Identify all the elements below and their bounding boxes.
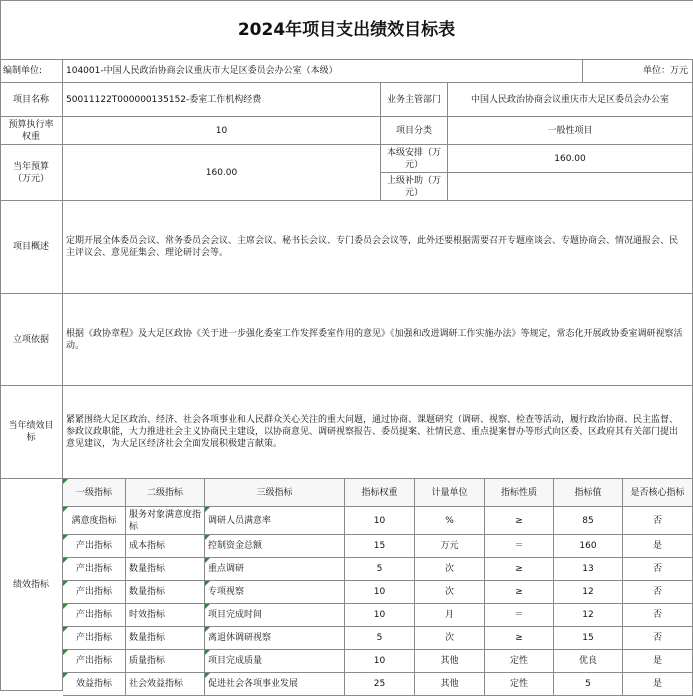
core-cell: 否 bbox=[623, 558, 693, 581]
upper-subsidy-value bbox=[448, 173, 693, 201]
core-cell: 否 bbox=[623, 604, 693, 627]
unit-cell: 月 bbox=[415, 604, 485, 627]
level3-cell: 调研人员满意率 bbox=[205, 507, 345, 535]
level2-cell: 数量指标 bbox=[126, 627, 205, 650]
col-header-level2: 二级指标 bbox=[126, 479, 205, 507]
cell-marker-icon bbox=[63, 507, 68, 512]
value-cell: 15 bbox=[554, 627, 623, 650]
cell-marker-icon bbox=[63, 604, 68, 609]
level1-cell: 产出指标 bbox=[63, 535, 126, 558]
value-cell: 85 bbox=[554, 507, 623, 535]
col-header-core: 是否核心指标 bbox=[623, 479, 693, 507]
nature-cell: 定性 bbox=[485, 673, 554, 696]
level2-cell: 社会效益指标 bbox=[126, 673, 205, 696]
upper-subsidy-label: 上级补助（万元） bbox=[381, 173, 448, 201]
col-header-level3: 三级指标 bbox=[205, 479, 345, 507]
core-cell: 否 bbox=[623, 507, 693, 535]
level2-cell: 数量指标 bbox=[126, 581, 205, 604]
cell-marker-icon bbox=[63, 581, 68, 586]
nature-cell: ＝ bbox=[485, 535, 554, 558]
currency-label: 单位：万元 bbox=[583, 60, 693, 83]
basis-label: 立项依据 bbox=[0, 294, 63, 386]
level2-cell: 质量指标 bbox=[126, 650, 205, 673]
unit-cell: 其他 bbox=[415, 673, 485, 696]
level2-cell: 成本指标 bbox=[126, 535, 205, 558]
core-cell: 是 bbox=[623, 673, 693, 696]
col-header-weight: 指标权重 bbox=[345, 479, 415, 507]
col-header-unit: 计量单位 bbox=[415, 479, 485, 507]
weight-cell: 10 bbox=[345, 650, 415, 673]
value-cell: 12 bbox=[554, 581, 623, 604]
unit-cell: % bbox=[415, 507, 485, 535]
annual-budget-label: 当年预算（万元） bbox=[0, 145, 63, 201]
unit-cell: 次 bbox=[415, 581, 485, 604]
core-cell: 是 bbox=[623, 650, 693, 673]
weight-cell: 5 bbox=[345, 627, 415, 650]
level1-cell: 产出指标 bbox=[63, 627, 126, 650]
project-name-value: 50011122T000000135152-委室工作机构经费 bbox=[63, 83, 381, 117]
weight-cell: 10 bbox=[345, 581, 415, 604]
value-cell: 优良 bbox=[554, 650, 623, 673]
cell-marker-icon bbox=[205, 535, 210, 540]
level3-cell: 促进社会各项事业发展 bbox=[205, 673, 345, 696]
col-header-level1: 一级指标 bbox=[63, 479, 126, 507]
level2-cell: 服务对象满意度指标 bbox=[126, 507, 205, 535]
dept-value: 中国人民政治协商会议重庆市大足区委员会办公室 bbox=[448, 83, 693, 117]
unit-cell: 万元 bbox=[415, 535, 485, 558]
category-value: 一般性项目 bbox=[448, 117, 693, 145]
cell-marker-icon bbox=[63, 535, 68, 540]
cell-marker-icon bbox=[205, 558, 210, 563]
cell-marker-icon bbox=[205, 627, 210, 632]
cell-marker-icon bbox=[63, 673, 68, 678]
level1-cell: 产出指标 bbox=[63, 558, 126, 581]
cell-marker-icon bbox=[205, 507, 210, 512]
cell-marker-icon bbox=[205, 581, 210, 586]
level1-cell: 产出指标 bbox=[63, 581, 126, 604]
level3-cell: 专项视察 bbox=[205, 581, 345, 604]
level3-cell: 控制资金总额 bbox=[205, 535, 345, 558]
exec-weight-value: 10 bbox=[63, 117, 381, 145]
value-cell: 5 bbox=[554, 673, 623, 696]
level1-cell: 满意度指标 bbox=[63, 507, 126, 535]
level2-cell: 时效指标 bbox=[126, 604, 205, 627]
value-cell: 160 bbox=[554, 535, 623, 558]
indicators-label: 绩效指标 bbox=[0, 479, 63, 691]
level2-cell: 数量指标 bbox=[126, 558, 205, 581]
unit-cell: 其他 bbox=[415, 650, 485, 673]
value-cell: 12 bbox=[554, 604, 623, 627]
level1-cell: 效益指标 bbox=[63, 673, 126, 696]
unit-label: 编制单位: bbox=[0, 60, 63, 83]
nature-cell: ≥ bbox=[485, 627, 554, 650]
core-cell: 否 bbox=[623, 581, 693, 604]
cell-marker-icon bbox=[205, 673, 210, 678]
goal-label: 当年绩效目标 bbox=[0, 386, 63, 479]
own-funding-value: 160.00 bbox=[448, 145, 693, 173]
level1-cell: 产出指标 bbox=[63, 650, 126, 673]
unit-cell: 次 bbox=[415, 627, 485, 650]
level3-cell: 项目完成质量 bbox=[205, 650, 345, 673]
weight-cell: 15 bbox=[345, 535, 415, 558]
basis-text: 根据《政协章程》及大足区政协《关于进一步强化委室工作发挥委室作用的意见》《加强和改进调研工作实施办法》等规定，常态化开展政协委室调研视察活动。 bbox=[63, 294, 693, 386]
cell-marker-icon bbox=[63, 650, 68, 655]
level3-cell: 项目完成时间 bbox=[205, 604, 345, 627]
cell-marker-icon bbox=[63, 627, 68, 632]
own-funding-label: 本级安排（万元） bbox=[381, 145, 448, 173]
weight-cell: 25 bbox=[345, 673, 415, 696]
nature-cell: ＝ bbox=[485, 604, 554, 627]
weight-cell: 10 bbox=[345, 507, 415, 535]
unit-value: 104001-中国人民政治协商会议重庆市大足区委员会办公室（本级） bbox=[63, 60, 583, 83]
level3-cell: 离退休调研视察 bbox=[205, 627, 345, 650]
exec-weight-label: 预算执行率权重 bbox=[0, 117, 63, 145]
weight-cell: 10 bbox=[345, 604, 415, 627]
unit-cell: 次 bbox=[415, 558, 485, 581]
cell-marker-icon bbox=[205, 650, 210, 655]
cell-marker-icon bbox=[205, 604, 210, 609]
dept-label: 业务主管部门 bbox=[381, 83, 448, 117]
col-header-nature: 指标性质 bbox=[485, 479, 554, 507]
nature-cell: ≥ bbox=[485, 507, 554, 535]
annual-budget-value: 160.00 bbox=[63, 145, 381, 201]
sheet-title: 2024年项目支出绩效目标表 bbox=[0, 0, 693, 60]
nature-cell: 定性 bbox=[485, 650, 554, 673]
col-header-value: 指标值 bbox=[554, 479, 623, 507]
project-name-label: 项目名称 bbox=[0, 83, 63, 117]
nature-cell: ≥ bbox=[485, 581, 554, 604]
core-cell: 是 bbox=[623, 535, 693, 558]
overview-label: 项目概述 bbox=[0, 201, 63, 294]
core-cell: 否 bbox=[623, 627, 693, 650]
level1-cell: 产出指标 bbox=[63, 604, 126, 627]
weight-cell: 5 bbox=[345, 558, 415, 581]
level3-cell: 重点调研 bbox=[205, 558, 345, 581]
goal-text: 紧紧围绕大足区政治、经济、社会各项事业和人民群众关心关注的重大问题，通过协商、课题研究（调研、视察、检查等活动，履行政治协商、民主监督、参政议政职能，大力推进社会主义协商民主建设，以协商意见、调研视察报告、委员提案、社情民意、重点提案督办等形式向区委、区政府其有关部门提出意见建议，为大足区经济社会全面发展积极建言献策。 bbox=[63, 386, 693, 479]
category-label: 项目分类 bbox=[381, 117, 448, 145]
nature-cell: ≥ bbox=[485, 558, 554, 581]
overview-text: 定期开展全体委员会议、常务委员会会议、主席会议、秘书长会议、专门委员会会议等，此外还要根据需要召开专题座谈会、专题协商会、情况通报会、民主评议会、意见征集会、理论研讨会等。 bbox=[63, 201, 693, 294]
value-cell: 13 bbox=[554, 558, 623, 581]
cell-marker-icon bbox=[63, 558, 68, 563]
